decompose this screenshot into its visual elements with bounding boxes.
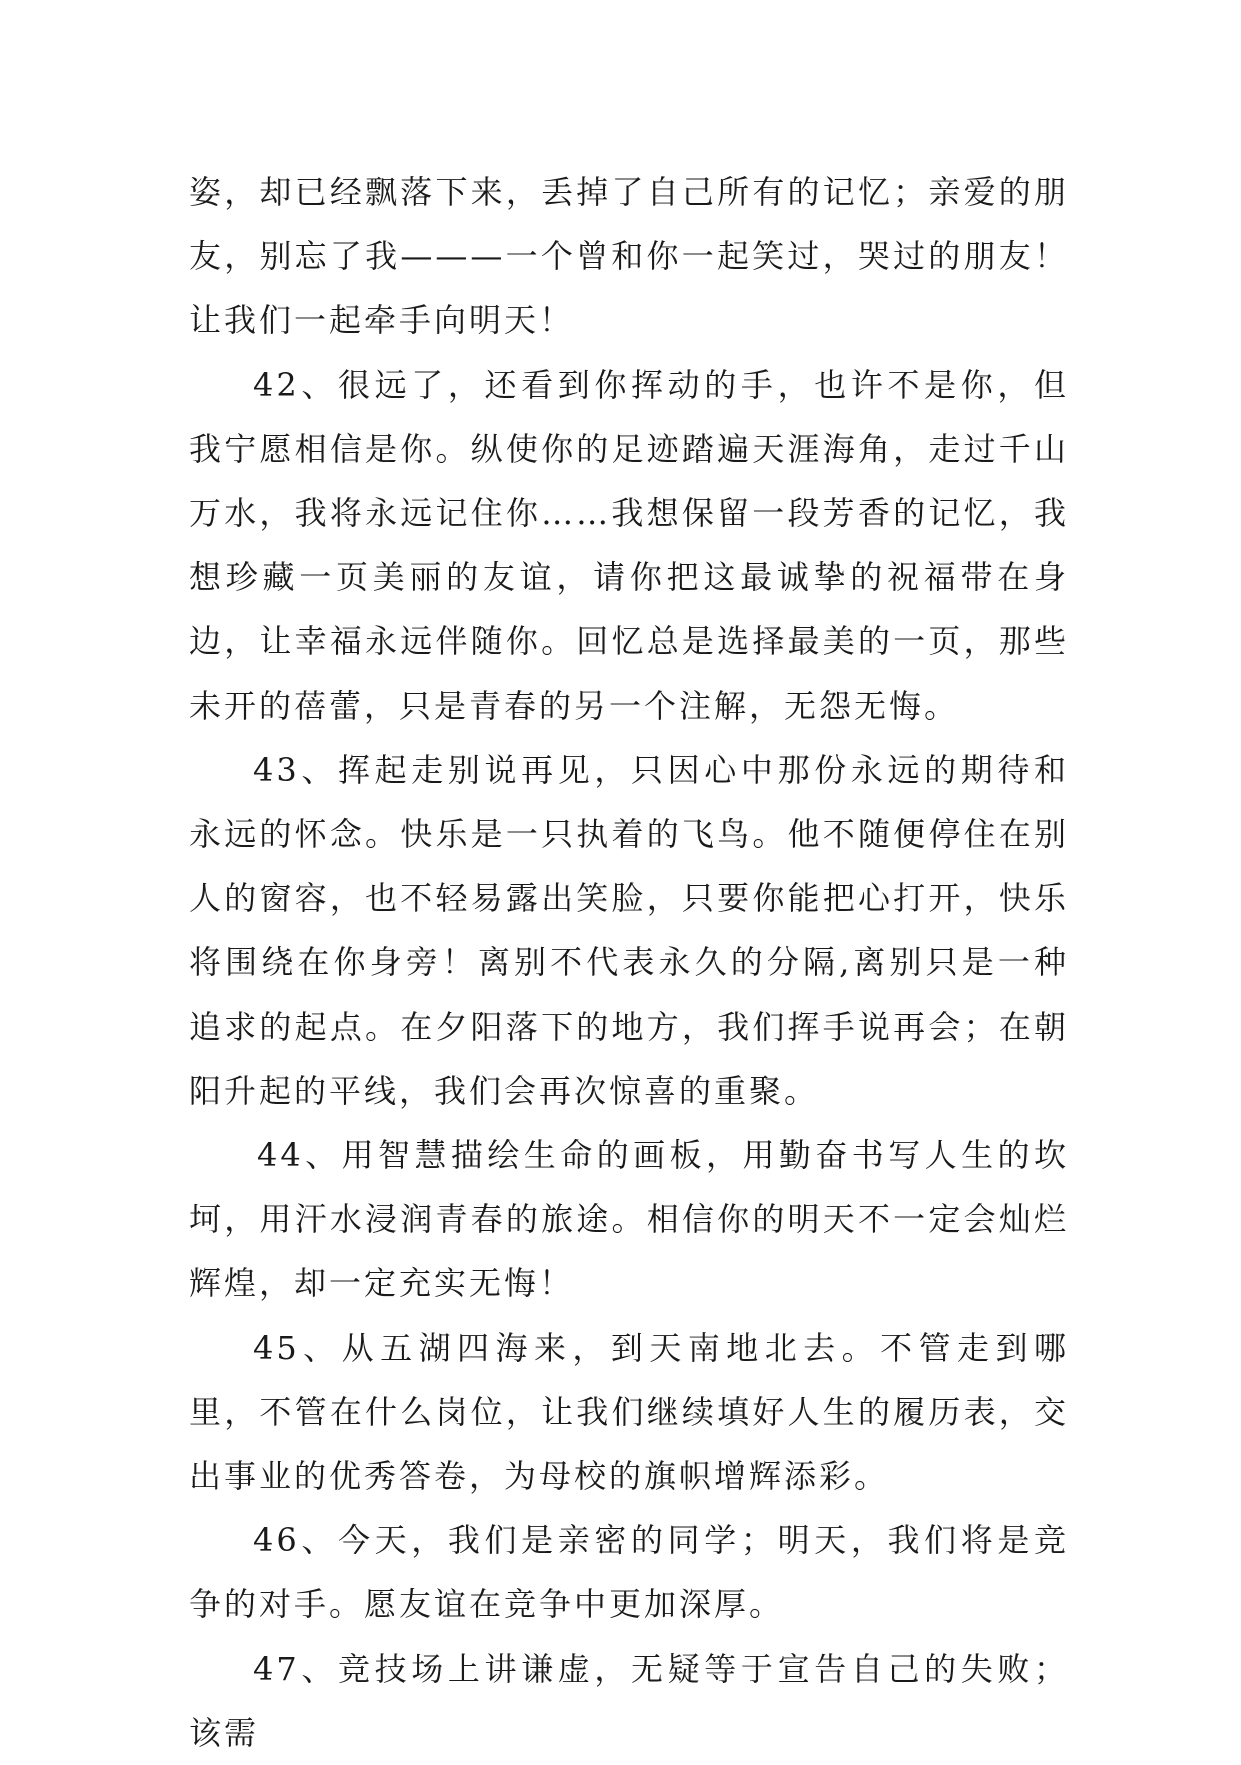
paragraph-item-47: 47、竞技场上讲谦虚，无疑等于宣告自己的失败；该需 (189, 1649, 1069, 1752)
paragraph-item-44: 44、用智慧描绘生命的画板，用勤奋书写人生的坎坷，用汗水浸润青春的旅途。相信你的明天不一定会灿烂辉煌，却一定充实无悔！ (189, 1136, 1069, 1303)
document-body (189, 160, 1069, 1765)
paragraph-item-45: 45、从五湖四海来，到天南地北去。不管走到哪里，不管在什么岗位，让我们继续填好人生的履历表，交出事业的优秀答卷，为母校的旗帜增辉添彩。 (189, 1328, 1069, 1496)
paragraph-continuation: 姿，却已经飘落下来，丢掉了自己所有的记忆；亲爱的朋友，别忘了我———一个曾和你一起笑过，哭过的朋友！让我们一起牵手向明天！ (189, 173, 1069, 340)
paragraph-item-43: 43、挥起走别说再见，只因心中那份永远的期待和永远的怀念。快乐是一只执着的飞鸟。他不随便停住在别人的窗容，也不轻易露出笑脸，只要你能把心打开，快乐将围绕在你身旁！离别不代表永久的分隔,离别只是一种追求的起点。在夕阳落下的地方，我们挥手说再会；在朝阳升起的平线，我们会再次惊喜的重聚。 (189, 750, 1069, 1110)
paragraph-item-42: 42、很远了，还看到你挥动的手，也许不是你，但我宁愿相信是你。纵使你的足迹踏遍天涯海角，走过千山万水，我将永远记住你……我想保留一段芳香的记忆，我想珍藏一页美丽的友谊，请你把这最诚挚的祝福带在身边，让幸福永远伴随你。回忆总是选择最美的一页，那些未开的蓓蕾，只是青春的另一个注解，无怨无悔。 (189, 365, 1069, 725)
paragraph-item-46: 46、今天，我们是亲密的同学；明天，我们将是竞争的对手。愿友谊在竞争中更加深厚。 (189, 1521, 1069, 1624)
